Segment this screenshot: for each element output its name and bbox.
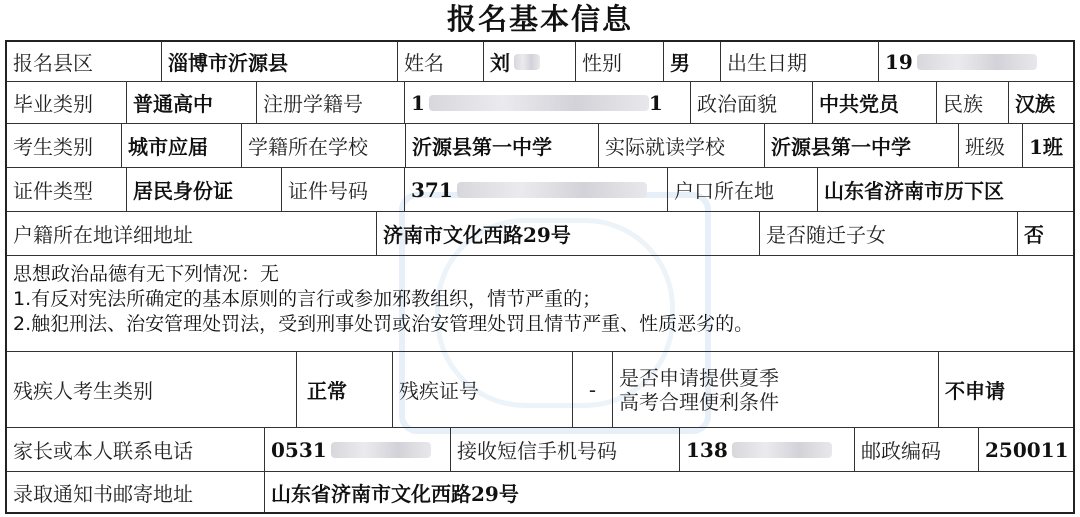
migrant-value: 否 — [1024, 223, 1044, 247]
mail-value: 山东省济南市文化西路29号 — [271, 481, 519, 506]
registration-form-table — [5, 40, 1075, 514]
sms-value: 138 — [680, 428, 855, 471]
page-title: 报名基本信息 — [446, 2, 633, 36]
sms-label: 接收短信手机号码 — [451, 428, 680, 471]
reg-label: 注册学籍号 — [257, 82, 405, 123]
row-political-conduct — [7, 256, 1073, 352]
row-county-name — [7, 42, 1073, 82]
idtype-value: 居民身份证 — [127, 168, 282, 211]
school-label: 学籍所在学校 — [242, 124, 406, 167]
name-value: 刘 — [484, 42, 576, 81]
grad-value: 普通高中 — [127, 82, 257, 123]
idno-value: 371 — [405, 168, 668, 211]
actual-school-label: 实际就读学校 — [599, 124, 765, 167]
birth-label: 出生日期 — [721, 42, 879, 81]
gender-value: 男 — [664, 42, 721, 81]
county-label: 报名县区 — [7, 42, 162, 81]
ethnic-value: 汉族 — [1015, 92, 1055, 116]
phone-label: 家长或本人联系电话 — [7, 428, 265, 471]
disab-value: 正常 — [297, 352, 393, 427]
political-value: 中共党员 — [813, 82, 937, 123]
row-id — [7, 168, 1073, 212]
type-label: 考生类别 — [7, 124, 122, 167]
political-conduct-text — [7, 256, 1073, 351]
cert-label: 残疾证号 — [393, 352, 573, 427]
row-contact — [7, 428, 1073, 472]
zip-value: 250011 — [985, 437, 1069, 462]
conduct-line-1: 1.有反对宪法所确定的基本原则的言行或参加邪教组织，情节严重的； — [13, 288, 602, 310]
name-label: 姓名 — [398, 42, 484, 81]
phone-value: 0531 — [265, 428, 451, 471]
reg-value: 1 1 — [405, 82, 691, 123]
ethnic-label: 民族 — [937, 82, 1009, 123]
summer-value: 不申请 — [945, 379, 1005, 403]
row-disability — [7, 352, 1073, 428]
idtype-label: 证件类型 — [7, 168, 127, 211]
zip-label: 邮政编码 — [855, 428, 979, 471]
political-label: 政治面貌 — [691, 82, 813, 123]
cert-value: - — [573, 352, 613, 427]
idno-label: 证件号码 — [282, 168, 405, 211]
actual-school-value: 沂源县第一中学 — [765, 124, 959, 167]
class-label: 班级 — [959, 124, 1023, 167]
county-value: 淄博市沂源县 — [162, 42, 398, 81]
row-address — [7, 212, 1073, 256]
grad-label: 毕业类别 — [7, 82, 127, 123]
summer-label: 是否申请提供夏季 高考合理便利条件 — [613, 352, 939, 427]
school-value: 沂源县第一中学 — [406, 124, 599, 167]
type-value: 城市应届 — [122, 124, 242, 167]
row-candidate-type — [7, 124, 1073, 168]
addr-label: 户籍所在地详细地址 — [7, 212, 377, 255]
addr-value: 济南市文化西路29号 — [377, 212, 760, 255]
conduct-line-2: 2.触犯刑法、治安管理处罚法，受到刑事处罚或治安管理处罚且情节严重、性质恶劣的。 — [13, 313, 754, 335]
migrant-label: 是否随迁子女 — [760, 212, 1018, 255]
hukou-value: 山东省济南市历下区 — [824, 179, 1004, 203]
disab-label: 残疾人考生类别 — [7, 352, 297, 427]
birth-value: 19 — [879, 42, 1073, 81]
row-graduation — [7, 82, 1073, 124]
hukou-label: 户口所在地 — [668, 168, 818, 211]
row-mail-address — [7, 472, 1073, 512]
class-value: 1班 — [1029, 135, 1063, 159]
mail-label: 录取通知书邮寄地址 — [7, 472, 265, 512]
gender-label: 性别 — [576, 42, 664, 81]
conduct-line-0: 思想政治品德有无下列情况：无 — [13, 263, 280, 285]
